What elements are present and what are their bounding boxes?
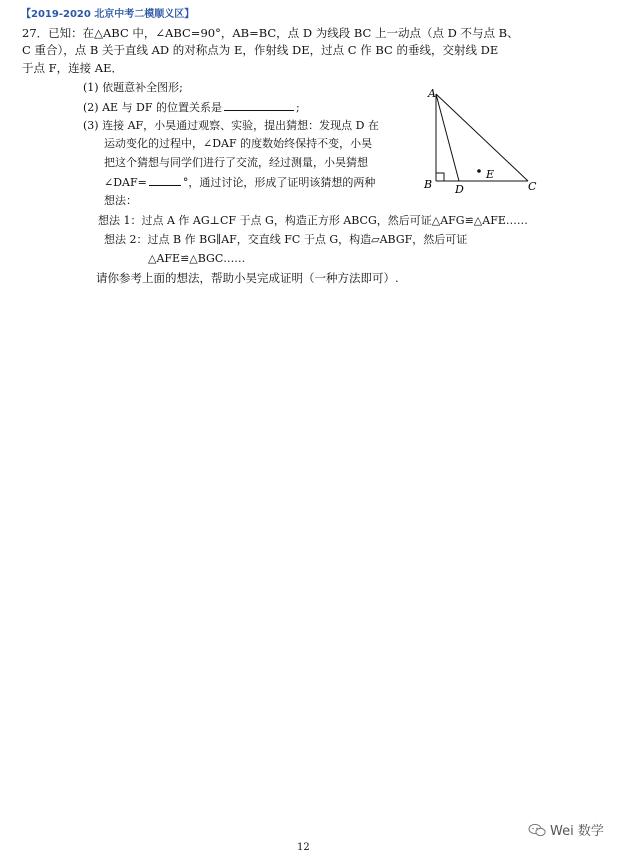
point-E <box>477 169 481 173</box>
part-3-line-4 <box>104 174 375 191</box>
problem-line-1: 27．已知：在△ABC 中，∠ABC=90°，AB=BC，点 D 为线段 BC 上一动点（点 D 不与点 B、 <box>22 26 519 40</box>
label-C: C <box>528 180 537 193</box>
source-tag: 【2019-2020 北京中考二模顺义区】 <box>21 9 195 20</box>
segment-AD <box>436 94 459 181</box>
watermark-text: Wei 数学 <box>550 824 604 839</box>
watermark <box>528 820 604 839</box>
part-3-line-4-rest: °，通过讨论，形成了证明该猜想的两种 <box>182 176 376 189</box>
label-B: B <box>424 178 433 191</box>
side-AC <box>436 94 528 181</box>
wechat-icon <box>528 823 546 837</box>
part-3-line-2: 运动变化的过程中，∠DAF 的度数始终保持不变，小昊 <box>104 137 373 150</box>
part-1: (1) 依题意补全图形; <box>83 81 183 94</box>
part-2-suffix: ; <box>296 101 300 114</box>
idea-2-line-2: △AFE≌△BGC…… <box>148 252 246 265</box>
problem-line-2: C 重合），点 B 关于直线 AD 的对称点为 E，作射线 DE，过点 C 作 BC 的垂线，交射线 DE <box>22 43 499 57</box>
answer-blank-2 <box>224 99 294 111</box>
closing-instruction: 请你参考上面的想法，帮助小昊完成证明（一种方法即可）. <box>96 271 399 285</box>
label-E: E <box>486 168 495 181</box>
idea-1: 想法 1：过点 A 作 AG⊥CF 于点 G，构造正方形 ABCG，然后可证△AFG≌△AFE…… <box>98 214 528 227</box>
part-3-line-1: (3) 连接 AF，小昊通过观察、实验，提出猜想：发现点 D 在 <box>83 119 379 132</box>
idea-2-line-1: 想法 2：过点 B 作 BG∥AF，交直线 FC 于点 G，构造▱ABGF，然后可证 <box>104 233 468 246</box>
part-2-text: (2) AE 与 DF 的位置关系是 <box>83 101 222 114</box>
page-number: 12 <box>297 842 310 853</box>
part-3-angle-text: ∠DAF= <box>104 176 147 189</box>
answer-blank-3 <box>149 174 181 186</box>
triangle-figure <box>420 82 545 197</box>
label-A: A <box>428 87 436 100</box>
right-angle-mark <box>436 173 444 181</box>
problem-line-3: 于点 F，连接 AE． <box>22 61 123 75</box>
label-D: D <box>455 183 464 196</box>
part-3-line-5: 想法： <box>104 194 137 207</box>
part-3-line-3: 把这个猜想与同学们进行了交流，经过测量，小昊猜想 <box>104 156 368 169</box>
part-2 <box>83 99 300 116</box>
